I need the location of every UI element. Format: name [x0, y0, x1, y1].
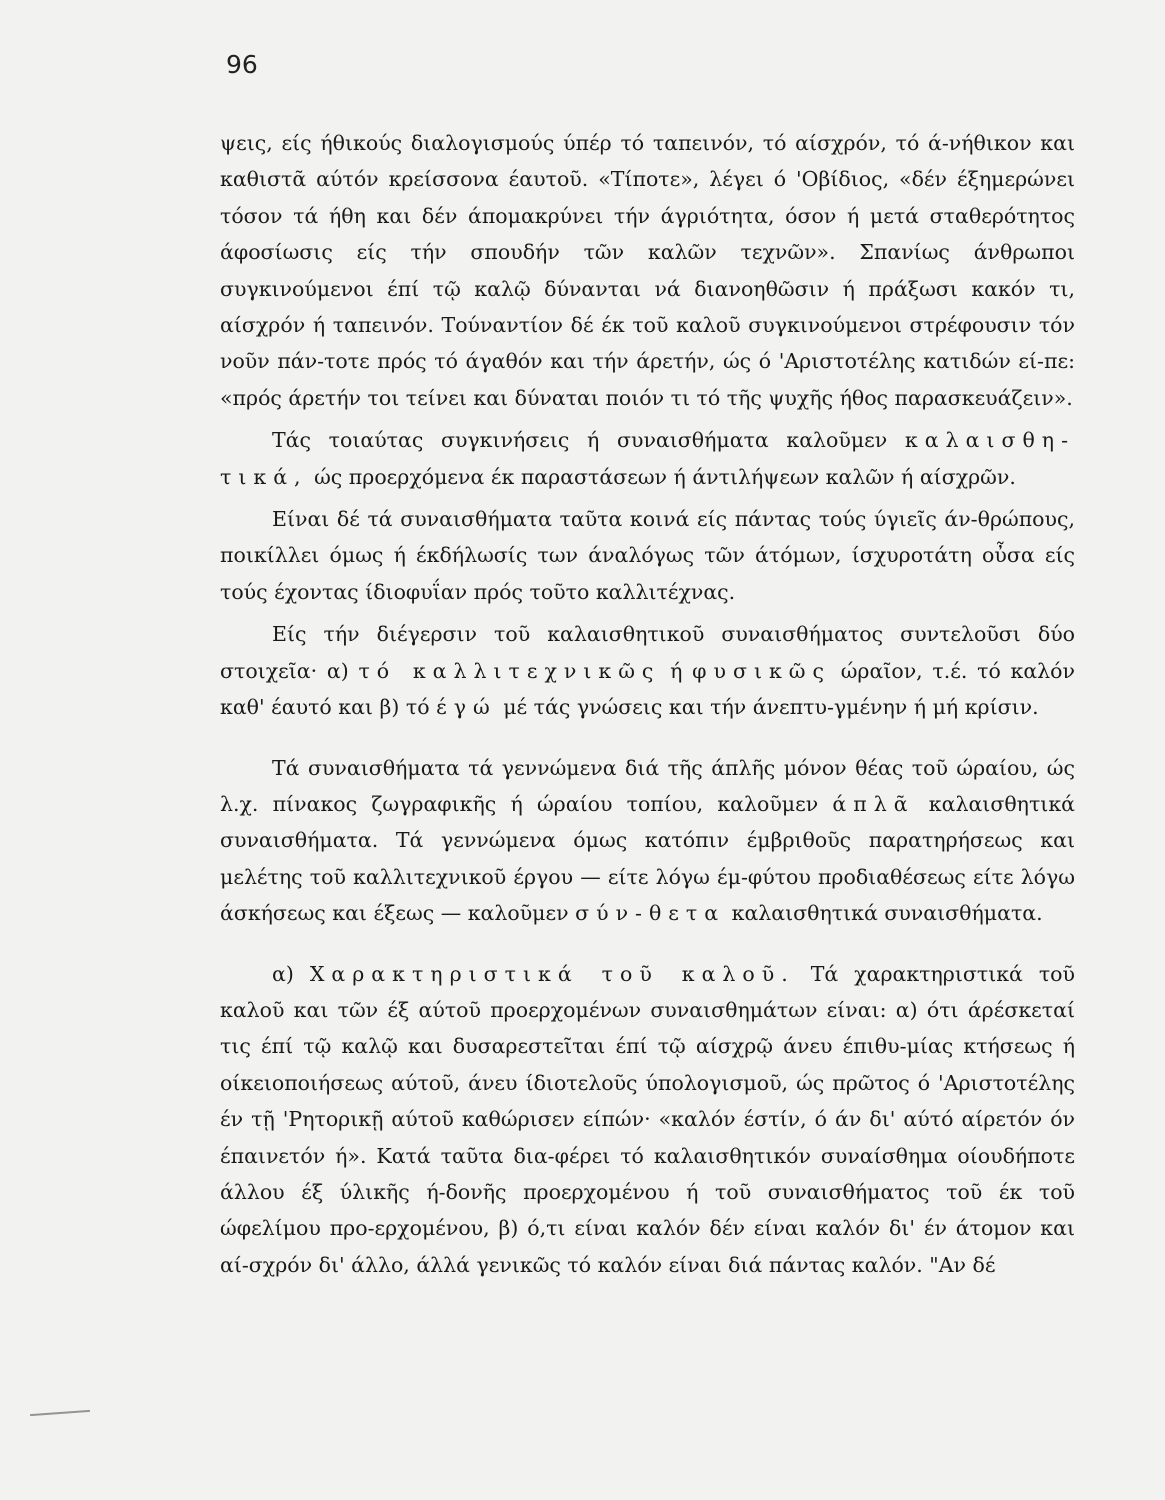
term-apla: άπλᾶ — [832, 791, 915, 816]
section-heading: Χαρακτηριστικά τοῦ καλοῦ. — [309, 961, 795, 986]
paragraph-2-tail: ώς προερχόμενα έκ παραστάσεων ή άντιλήψεων καλῶν ή αίσχρῶν. — [314, 464, 1016, 489]
paragraph-4-text: Είς τήν διέγερσιν τοῦ καλαισθητικοῦ συναισθήματος συντελοῦσι δύο στοιχεῖα· α) — [220, 622, 1075, 683]
paragraph-3: Είναι δέ τά συναισθήματα ταῦτα κοινά είς πάντας τούς ύγιεῖς άν-θρώπους, ποικίλλει όμως ή έκδήλωσίς των άναλόγως τῶν άτόμων, ίσχυροτάτη οὖσα είς τούς έχοντας ίδιοφυΐαν πρός τοῦτο καλλιτέχνας. — [220, 507, 1075, 604]
term-ego: έγώ — [436, 695, 497, 720]
paragraph-4-mid: ώραῖον, τ.έ. τό καλόν καθ' έαυτό και β) τό — [220, 658, 1075, 720]
term-kalaisthetika: καλαισθη-τικά, — [220, 428, 1075, 489]
page-number: 96 — [226, 50, 258, 79]
paragraph-1: ψεις, είς ήθικούς διαλογισμούς ύπέρ τό ταπεινόν, τό αίσχρόν, τό ά-νήθικον και καθιστᾶ αύτόν κρείσσονα έαυτοῦ. «Τίποτε», λέγει ό 'Οβίδιος, «δέν έξημερώνει τόσον τά ήθη και δέν άπομακρύνει τήν άγριότητα, όσον ή μετά σταθερότητος άφοσίωσις είς τήν σπουδήν τῶν καλῶν τεχνῶν». Σπανίως άνθρωποι συγκινούμενοι έπί τῷ καλῷ δύνανται νά διανοηθῶσιν ή πράξωσι κακόν τι, αίσχρόν ή ταπεινόν. Τούναντίον δέ έκ τοῦ καλοῦ συγκινούμενοι στρέφουσιν τόν νοῦν πάν-τοτε πρός τό άγαθόν και τήν άρετήν, ώς ό 'Αριστοτέλης κατιδών εί-πε: «πρός άρετήν τοι τείνει και δύναται ποιόν τι τό τῆς ψυχῆς ήθος παρασκευάζειν». — [220, 131, 1075, 410]
document-body — [220, 125, 1075, 1289]
paragraph-5 — [220, 750, 1075, 932]
term-fysikos: φυσικῶς — [692, 658, 831, 683]
paragraph-2 — [220, 422, 1075, 495]
margin-mark — [30, 1410, 90, 1416]
paragraph-4 — [220, 616, 1075, 725]
paragraph-4-or: ή — [670, 658, 683, 683]
paragraph-2-text: Τάς τοιαύτας συγκινήσεις ή συναισθήματα καλοῦμεν — [272, 428, 888, 453]
paragraph-6 — [220, 956, 1075, 1284]
paragraph-6-text: Τά χαρακτηριστικά τοῦ καλοῦ και τῶν έξ αύτοῦ προερχομένων συναισθημάτων είναι: α) ότι άρέσκεταί τις έπί τῷ καλῷ και δυσαρεστεῖται έπί τῷ αίσχρῷ άνευ έπιθυ-μίας κτήσεως ή οίκειοποιήσεως αύτοῦ, άνευ ίδιοτελοῦς ύπολογισμοῦ, ώς πρῶτος ό 'Αριστοτέλης έν τῇ 'Ρητορικῇ αύτοῦ καθώρισεν είπών· «καλόν έστίν, ό άν δι' αύτό αίρετόν όν έπαινετόν ή». Κατά ταῦτα δια-φέρει τό καλαισθητικόν συναίσθημα οίουδήποτε άλλου έξ ύλικῆς ή-δονῆς προερχομένου ή τοῦ συναισθήματος τοῦ έκ τοῦ ώφελίμου προ-ερχομένου, β) ό,τι είναι καλόν δέν είναι καλόν δι' έν άτομον και αί-σχρόν δι' άλλο, άλλά γενικῶς τό καλόν είναι διά πάντας καλόν. "Αν δέ — [220, 961, 1075, 1277]
term-syntheta: σύν-θετα — [575, 901, 726, 926]
paragraph-5-mid: καλαισθητικά συναισθήματα. Τά γεννώμενα όμως κατόπιν έμβριθοῦς παρατηρήσεως και μελέτης τοῦ καλλιτεχνικοῦ έργου — είτε λόγω έμ-φύτου προδιαθέσεως είτε λόγω άσκήσεως και έξεως — καλοῦμεν — [220, 791, 1075, 926]
section-marker: α) — [272, 961, 294, 986]
paragraph-5-text: Τά συναισθήματα τά γεννώμενα διά τῆς άπλῆς μόνον θέας τοῦ ώραίου, ώς λ.χ. πίνακος ζωγραφικῆς ή ώραίου τοπίου, καλοῦμεν — [220, 755, 1075, 816]
term-kallitechnikos: τό καλλιτεχνικῶς — [358, 658, 661, 683]
paragraph-4-tail: μέ τάς γνώσεις και τήν άνεπτυ-γμένην ή μή κρίσιν. — [503, 695, 1039, 720]
paragraph-5-tail: καλαισθητικά συναισθήματα. — [731, 901, 1043, 926]
